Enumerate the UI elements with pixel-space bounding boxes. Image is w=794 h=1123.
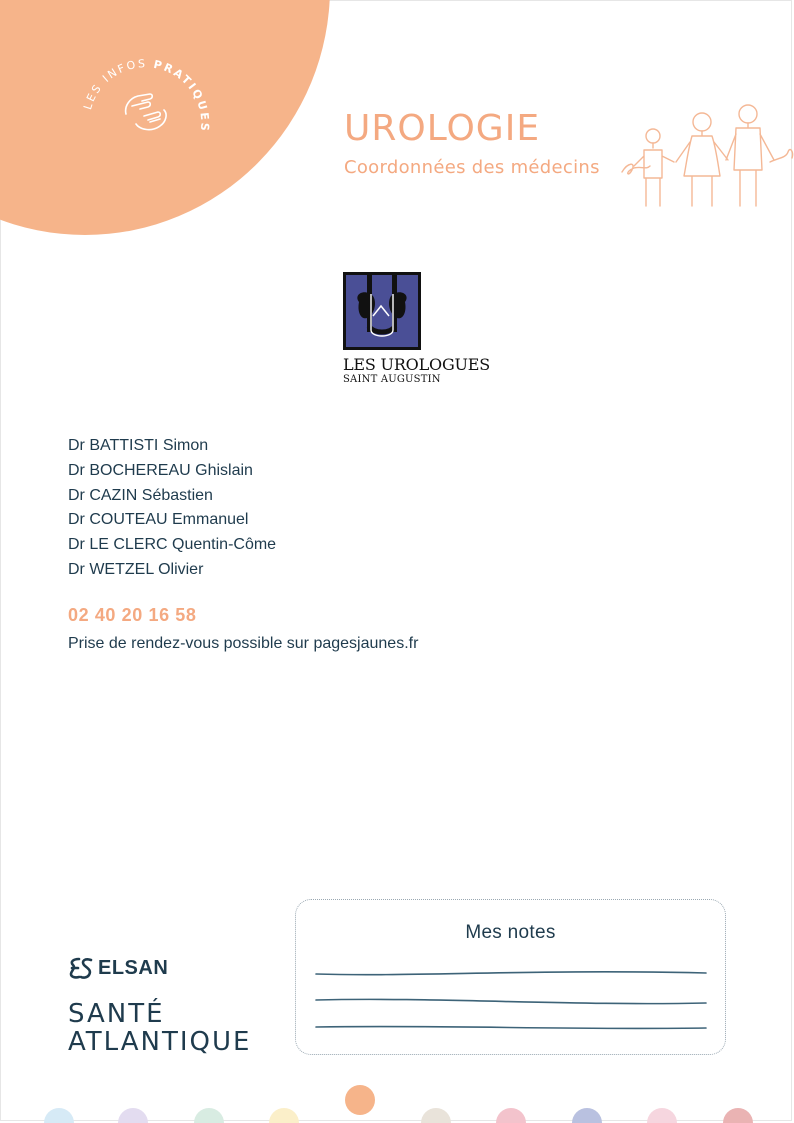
doctor-name: Dr WETZEL Olivier: [68, 560, 204, 578]
urologues-logo-icon: [343, 272, 421, 350]
appointment-info: Prise de rendez-vous possible sur pagesjaunes.fr: [68, 635, 419, 652]
elsan-es-icon: [68, 956, 94, 980]
notes-title: Mes notes: [465, 922, 556, 943]
note-line: [316, 972, 706, 975]
logo-subname: SAINT AUGUSTIN: [343, 374, 441, 385]
doctor-name: Dr BATTISTI Simon: [68, 437, 209, 454]
badge-text-light: LES INFOS: [81, 57, 148, 112]
brand-line-1: SANTÉ: [68, 999, 165, 1029]
infos-pratiques-badge: [70, 42, 220, 162]
hands-icon: [126, 94, 166, 130]
note-line: [316, 1027, 706, 1029]
doctor-name: Dr LE CLERC Quentin-Côme: [68, 536, 277, 554]
doctor-name: Dr BOCHEREAU Ghislain: [68, 461, 253, 479]
family-illustration: [620, 100, 794, 212]
logo-name: LES UROLOGUES: [343, 355, 491, 374]
sante-atlantique-logo: [68, 1000, 251, 1056]
notes-box: [295, 899, 726, 1055]
phone-number: 02 40 20 16 58: [68, 605, 197, 625]
page-title: UROLOGIE: [344, 108, 541, 149]
decorative-dots: [0, 1080, 794, 1123]
badge-text-bold: PRATIQUES: [152, 57, 212, 134]
note-line: [316, 999, 706, 1003]
doctor-name: Dr CAZIN Sébastien: [68, 486, 213, 504]
doctor-name: Dr COUTEAU Emmanuel: [68, 511, 249, 529]
doctor-list: [68, 434, 276, 583]
brand-line-2: ATLANTIQUE: [68, 1027, 252, 1057]
page-subtitle: Coordonnées des médecins: [344, 157, 600, 178]
notes-lines: [314, 966, 709, 1036]
elsan-label: ELSAN: [98, 957, 169, 979]
